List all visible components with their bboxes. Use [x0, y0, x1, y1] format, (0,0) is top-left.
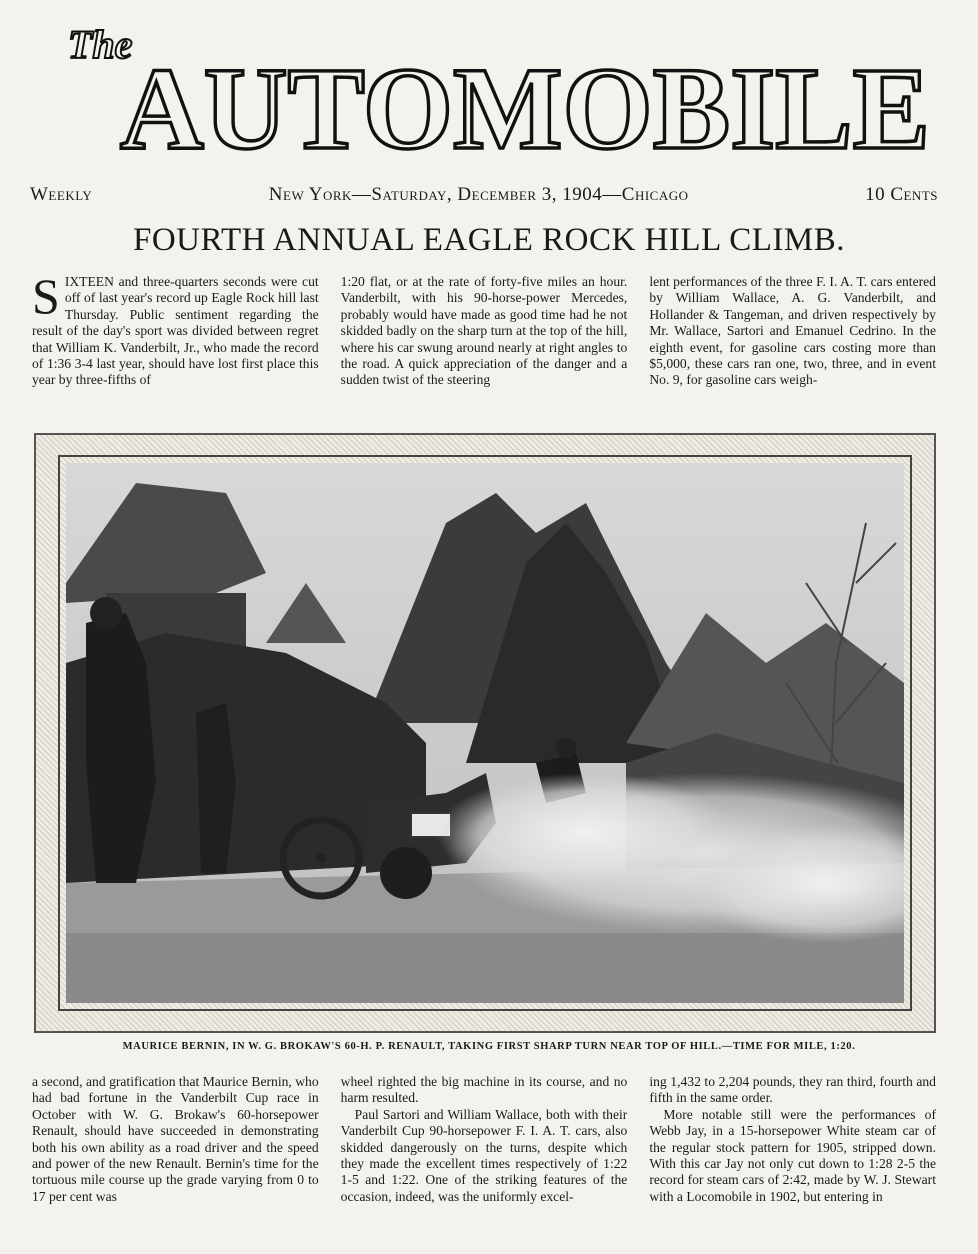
article-text: IXTEEN and three-quarters seconds were cut off of last year's record up Eagle Rock hill last Thursday. Public sentiment regarding the result of the day's sport was divided between regret that William K. Vanderbilt, Jr., who made the record of 1:36 3-4 last year, should have lost first place this year by three-fifths of	[32, 274, 319, 388]
photo-caption: MAURICE BERNIN, IN W. G. BROKAW'S 60-H. P. RENAULT, TAKING FIRST SHARP TURN NEAR TOP OF HILL.—TIME FOR MILE, 1:20.	[122, 1041, 856, 1052]
drop-cap: S	[32, 274, 60, 324]
article-bottom-columns	[32, 1074, 936, 1246]
article-paragraph: Paul Sartori and William Wallace, both with their Vanderbilt Cup 90-horsepower F. I. A. T. cars, also skidded dangerously on the turns, despite which they made the excellent times respectively of 1:22 1-5 and 1:22. One of the striking features of the occasion, indeed, was the uniformly excel-	[340, 1106, 628, 1204]
article-column-2	[341, 274, 628, 426]
article-paragraph: a second, and gratification that Maurice Bernin, who had bad fortune in the Vanderbilt Cup race in October with W. G. Brokaw's 60-horsepower Renault, should have succeeded in demonstrating both his own ability as a road driver and the speed and power of the new Renault. Bernin's time for the tortuous mile course up the grade varying from 0 to 17 per cent was	[32, 1074, 319, 1204]
article-headline: FOURTH ANNUAL EAGLE ROCK HILL CLIMB.	[132, 222, 846, 258]
race-photograph	[66, 463, 904, 1003]
article-column-1	[32, 274, 319, 426]
masthead-title: Automobile	[120, 43, 930, 170]
photo-frame	[34, 433, 936, 1033]
article-paragraph: wheel righted the big machine in its course, and no harm resulted.	[340, 1074, 628, 1106]
article-column-3	[649, 274, 936, 426]
article-column-3	[649, 1074, 936, 1246]
article-paragraph: lent performances of the three F. I. A. T. cars entered by William Wallace, A. G. Vanderbilt, and Hollander & Tangeman, and driven respectively by Mr. Wallace, Sartori and Emanuel Cedrino. In the eighth event, for gasoline cars costing more than $5,000, these cars ran one, two, three, and in event No. 9, for gasoline cars weigh-	[649, 274, 936, 388]
dateline-frequency: Weekly	[30, 184, 93, 205]
article-column-1	[32, 1074, 319, 1246]
article-paragraph	[32, 274, 319, 389]
article-column-2	[341, 1074, 628, 1246]
article-paragraph: ing 1,432 to 2,204 pounds, they ran third, fourth and fifth in the same order.	[649, 1074, 936, 1106]
article-paragraph: More notable still were the performances of Webb Jay, in a 15-horsepower White steam car of the regular stock pattern for 1905, stripped down. With this car Jay not only cut down to 1:28 2-5 the record for steam cars of 2:42, made by W. J. Stewart with a Locomobile in 1902, but entering in	[649, 1106, 936, 1204]
article-paragraph: 1:20 flat, or at the rate of forty-five miles an hour. Vanderbilt, with his 90-horse-power Mercedes, probably would have made as good time had he not skidded badly on the sharp turn at the top of the hill, where his car swung around nearly at right angles to the road. A quick appreciation of the danger and a sudden twist of the steering	[340, 274, 628, 388]
dateline	[30, 180, 938, 210]
photograph-illustration	[66, 463, 904, 1003]
masthead	[60, 20, 940, 170]
dateline-price: 10 Cents	[865, 184, 938, 205]
masthead-logo	[60, 20, 940, 170]
article-top-columns	[32, 274, 936, 426]
dateline-date: New York—Saturday, December 3, 1904—Chicago	[268, 184, 689, 205]
masthead-the: The	[68, 22, 133, 67]
